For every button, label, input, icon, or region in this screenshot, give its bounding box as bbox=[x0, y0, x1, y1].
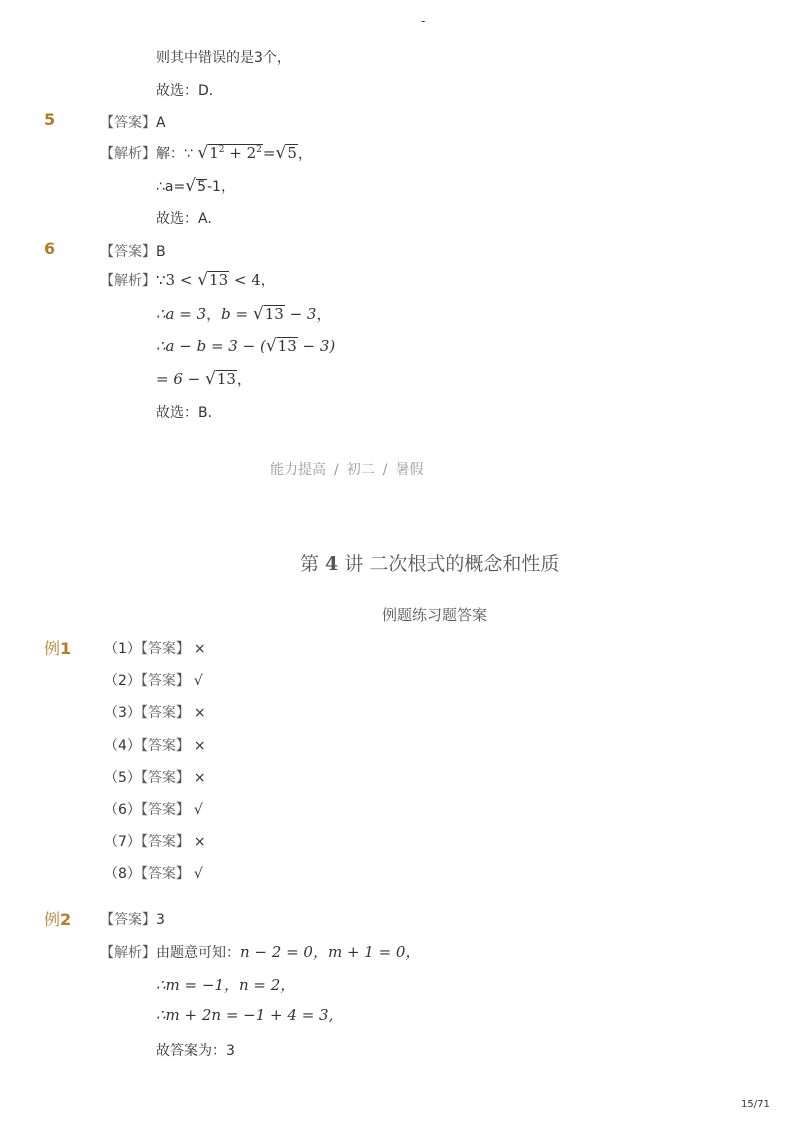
example-label: 例1 bbox=[44, 639, 72, 658]
item-index: （6） bbox=[104, 802, 141, 818]
answer-item bbox=[104, 831, 206, 851]
analysis-tag: 【解析】 bbox=[100, 273, 156, 289]
answer-mark: × bbox=[193, 769, 206, 786]
page-number: 15/71 bbox=[741, 1099, 770, 1110]
math-expression: $√1^2 + 2^2=√5$， bbox=[197, 143, 313, 163]
answer-value: A bbox=[156, 115, 166, 131]
analysis-line: 故选：A. bbox=[156, 211, 212, 227]
answer-mark: × bbox=[193, 834, 206, 851]
analysis-tag: 【解析】 bbox=[100, 146, 156, 162]
answer-tag: 【答案】 bbox=[140, 737, 190, 754]
example-label: 例2 bbox=[44, 910, 72, 929]
analysis-line: = 6 − √13， bbox=[156, 369, 252, 389]
answer-tag: 【答案】 bbox=[100, 115, 156, 131]
answer-tag: 【答案】 bbox=[140, 673, 190, 690]
answer-item bbox=[104, 638, 206, 658]
analysis-line: 【解析】由题意可知：n − 2 = 0，m + 1 = 0， bbox=[100, 943, 421, 961]
answer-item bbox=[104, 735, 206, 755]
answer-tag: 【答案】 bbox=[140, 705, 190, 722]
answer-line bbox=[100, 909, 165, 929]
item-index: （2） bbox=[104, 673, 141, 690]
item-index: （5） bbox=[104, 769, 141, 786]
analysis-line: ∴a = 3，b = √13 − 3， bbox=[156, 304, 332, 324]
answer-tag: 【答案】 bbox=[100, 912, 156, 928]
item-index: （1） bbox=[104, 641, 141, 657]
analysis-text: 解：∵ bbox=[156, 146, 193, 162]
answer-mark: × bbox=[193, 705, 206, 722]
answer-item bbox=[104, 799, 203, 819]
answer-mark: √ bbox=[193, 802, 203, 818]
breadcrumb-separator: / bbox=[334, 462, 339, 478]
breadcrumb-part: 能力提高 bbox=[270, 462, 326, 478]
breadcrumb-part: 暑假 bbox=[395, 462, 424, 478]
breadcrumb bbox=[270, 459, 423, 479]
breadcrumb-part: 初二 bbox=[346, 462, 375, 478]
answer-tag: 【答案】 bbox=[140, 641, 190, 657]
answer-tag: 【答案】 bbox=[140, 866, 190, 883]
text-line: 故选：D． bbox=[156, 83, 223, 99]
analysis-line: 故选：B． bbox=[156, 405, 222, 421]
answer-item bbox=[104, 670, 203, 690]
answer-mark: √ bbox=[193, 673, 203, 690]
answer-line bbox=[100, 112, 166, 132]
answer-value: B bbox=[156, 244, 166, 260]
answer-item bbox=[104, 863, 203, 883]
top-mark: - bbox=[421, 14, 426, 28]
analysis-line: 故答案为：3 bbox=[156, 1043, 235, 1059]
item-index: （7） bbox=[104, 834, 141, 851]
answer-mark: × bbox=[193, 737, 206, 754]
answer-value: 3 bbox=[156, 912, 165, 928]
answer-line bbox=[100, 241, 166, 261]
breadcrumb-separator: / bbox=[382, 462, 388, 478]
analysis-line bbox=[100, 142, 313, 163]
answer-tag: 【答案】 bbox=[140, 834, 190, 851]
item-index: （3） bbox=[104, 705, 141, 722]
lecture-title: 第 4 讲 二次根式的概念和性质 bbox=[300, 553, 560, 575]
analysis-line: ∴a=√5-1， bbox=[156, 176, 235, 196]
answer-tag: 【答案】 bbox=[100, 244, 156, 260]
math-expression: ∵3 < √13 < 4 bbox=[156, 270, 261, 290]
text-line: 则其中错误的是3个， bbox=[156, 50, 291, 66]
answer-mark: √ bbox=[193, 866, 203, 883]
answer-item bbox=[104, 702, 206, 722]
analysis-tag: 【解析】 bbox=[100, 945, 156, 961]
analysis-line: ∴a − b = 3 − (√13 − 3) bbox=[156, 336, 336, 356]
question-number: 5 bbox=[44, 110, 56, 129]
item-index: （4） bbox=[104, 737, 141, 754]
answer-tag: 【答案】 bbox=[140, 802, 190, 818]
item-index: （8） bbox=[104, 866, 141, 883]
answer-item bbox=[104, 767, 206, 787]
answer-tag: 【答案】 bbox=[140, 769, 190, 786]
analysis-line: 【解析】∵3 < √13 < 4， bbox=[100, 270, 275, 290]
analysis-line: ∴m + 2n = −1 + 4 = 3, bbox=[156, 1006, 334, 1024]
answer-mark: × bbox=[193, 641, 206, 657]
question-number: 6 bbox=[44, 239, 56, 258]
analysis-line: ∴m = −1，n = 2， bbox=[156, 976, 296, 994]
lecture-subtitle: 例题练习题答案 bbox=[382, 606, 488, 624]
